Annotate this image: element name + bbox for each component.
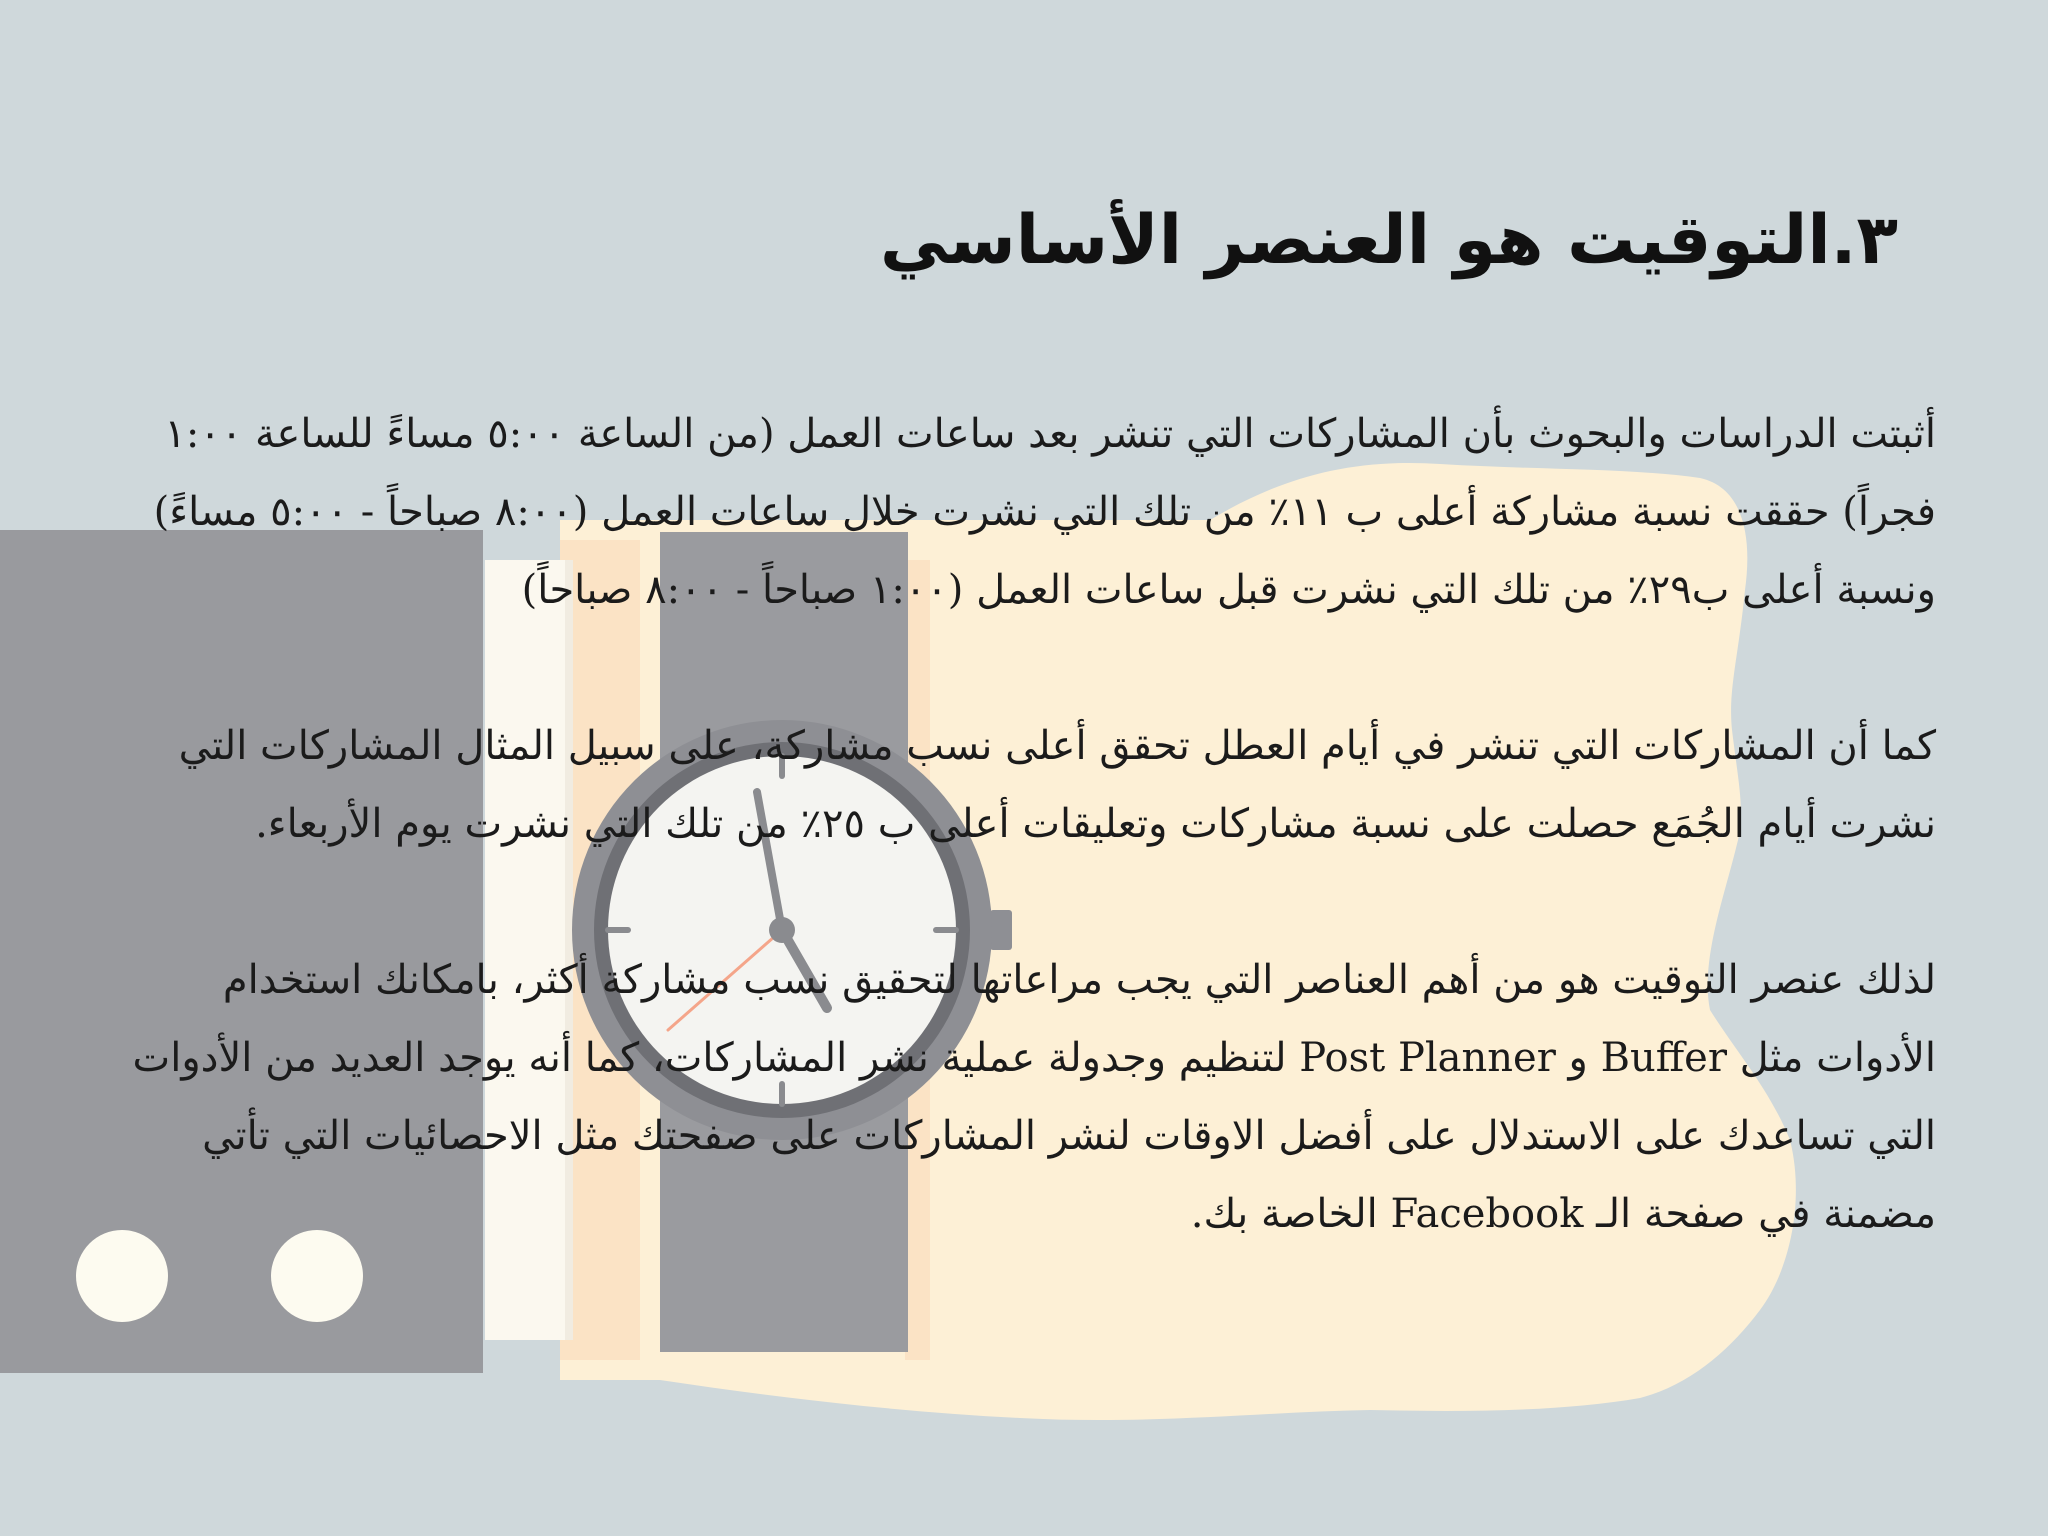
slide-title: ٣.التوقيت هو العنصر الأساسي <box>880 201 1898 280</box>
paragraph-timing-study: أثبتت الدراسات والبحوث بأن المشاركات التي تنشر بعد ساعات العمل (من الساعة ٥:٠٠ مساءً للساعة ١:٠٠ فجراً) حققت نسبة مشاركة أعلى ب ١١٪ من تلك التي نشرت خلال ساعات العمل (٨:٠٠ صباحاً - ٥:٠٠ مساءً) ونسبة أعلى ب٢٩٪ من تلك التي نشرت قبل ساعات العمل (١:٠٠ صباحاً - ٨:٠٠ صباحاً) <box>153 411 1936 613</box>
slide-body <box>116 395 1936 1331</box>
paragraph-scheduling-tools: لذلك عنصر التوقيت هو من أهم العناصر التي يجب مراعاتها لتحقيق نسب مشاركة أكثر، بامكانك استخدام الأدوات مثل Buffer و Post Planner لتنظيم وجدولة عملية نشر المشاركات، كما أنه يوجد العديد من الأدوات التي تساعدك على الاستدلال على أفضل الاوقات لنشر المشاركات على صفحتك مثل الاحصائيات التي تأتي مضمنة في صفحة الـ Facebook الخاصة بك. <box>132 957 1936 1237</box>
paragraph-weekend-posts: كما أن المشاركات التي تنشر في أيام العطل تحقق أعلى نسب مشاركة، على سبيل المثال المشاركات التي نشرت أيام الجُمَع حصلت على نسبة مشاركات وتعليقات أعلى ب ٢٥٪ من تلك التي نشرت يوم الأربعاء. <box>178 723 1936 847</box>
